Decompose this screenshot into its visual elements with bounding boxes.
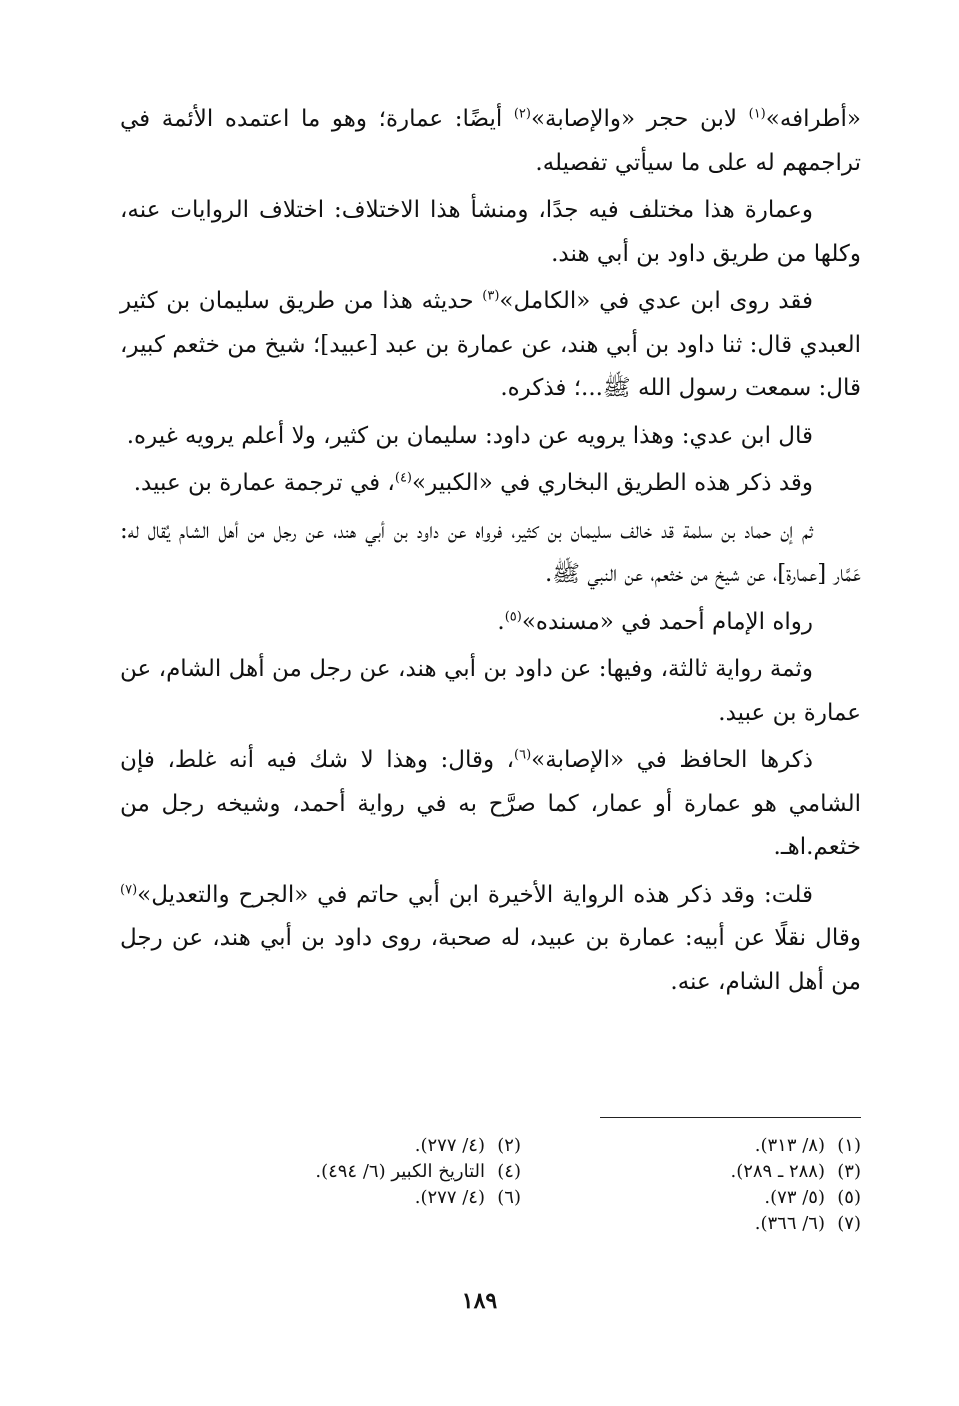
footnote-reference: (٦) bbox=[514, 747, 532, 763]
text-segment: ذكرها الحافظ في «الإصابة» bbox=[531, 747, 813, 773]
footnote-number: (٢) bbox=[497, 1135, 521, 1156]
footnote-text: (٤/ ٢٧٧). bbox=[414, 1135, 485, 1156]
footnote-text: (٢٨٨ ـ ٢٨٩). bbox=[730, 1161, 825, 1182]
text-segment: وثمة رواية ثالثة، وفيها: عن داود بن أبي هند، عن رجل من أهل الشام، عن عمارة بن عبيد. bbox=[120, 656, 861, 726]
text-segment: ثم إن حماد بن سلمة قد خالف سليمان بن كثير، فرواه عن داود بن أبي هند، عن رجل من أهل الشام يُقال له: عَمَّار [عمارة]، عن شيخ من خثعم، عن النبي ﷺ. bbox=[120, 517, 861, 587]
paragraph bbox=[120, 98, 861, 185]
footnote-number: (٣) bbox=[837, 1161, 861, 1182]
paragraph bbox=[120, 739, 861, 870]
footnote-reference: (٥) bbox=[504, 608, 522, 624]
paragraph bbox=[120, 189, 861, 276]
footnote-number: (١) bbox=[837, 1135, 861, 1156]
footnote-row bbox=[180, 1211, 861, 1237]
paragraph bbox=[120, 510, 861, 597]
footnote-reference: (٢) bbox=[513, 106, 531, 122]
paragraph bbox=[120, 648, 861, 735]
footnote-text: التاريخ الكبير (٦/ ٤٩٤). bbox=[315, 1161, 485, 1182]
footnote-number: (٦) bbox=[497, 1187, 521, 1208]
footnote-number: (٧) bbox=[837, 1213, 861, 1234]
page-number: ١٨٩ bbox=[461, 1288, 498, 1314]
footnote bbox=[181, 1159, 521, 1185]
text-segment: . bbox=[497, 608, 505, 635]
footnote-row bbox=[180, 1159, 861, 1185]
text-segment: فقد روى ابن عدي في «الكامل» bbox=[499, 288, 814, 314]
footnote-text: (٨/ ٣١٣). bbox=[754, 1135, 825, 1156]
footnote-number: (٥) bbox=[837, 1187, 861, 1208]
footnote-text: (٤/ ٢٧٧). bbox=[414, 1187, 485, 1208]
text-segment: قلت: وقد ذكر هذه الرواية الأخيرة ابن أبي حاتم في «الجرح والتعديل» bbox=[137, 881, 813, 908]
text-segment: أيضًا: عمارة؛ وهو ما اعتمده الأئمة في تراجمهم له على ما سيأتي تفصيله. bbox=[120, 106, 861, 176]
footnote-number: (٤) bbox=[497, 1161, 521, 1182]
footnote-reference: (٤) bbox=[394, 470, 412, 486]
footnote-row bbox=[180, 1185, 861, 1211]
footnote-text: (٦/ ٣٦٦). bbox=[754, 1213, 825, 1234]
footnote-reference: (٧) bbox=[120, 881, 138, 897]
footnote bbox=[181, 1133, 521, 1159]
paragraph bbox=[120, 601, 861, 645]
text-segment: وقد ذكر هذه الطريق البخاري في «الكبير» bbox=[412, 470, 813, 496]
footnote bbox=[181, 1185, 521, 1211]
footnote-row bbox=[180, 1133, 861, 1159]
paragraph bbox=[120, 415, 861, 459]
text-segment: وعمارة هذا مختلف فيه جدًا، ومنشأ هذا الاختلاف: اختلاف الروايات عنه، وكلها من طريق داود بن أبي هند. bbox=[120, 197, 861, 267]
footnote-separator bbox=[600, 1117, 861, 1118]
paragraph bbox=[120, 874, 861, 1005]
footnote-reference: (١) bbox=[748, 106, 766, 122]
footnote-text: (٥/ ٧٣). bbox=[764, 1187, 825, 1208]
text-segment: قال ابن عدي: وهذا يرويه عن داود: سليمان بن كثير، ولا أعلم يرويه غيره. bbox=[126, 422, 813, 449]
footnote bbox=[521, 1211, 861, 1237]
text-segment: رواه الإمام أحمد في «مسنده» bbox=[521, 608, 813, 635]
paragraph bbox=[120, 462, 861, 506]
footnote bbox=[521, 1133, 861, 1159]
footnote-reference: (٣) bbox=[482, 288, 500, 304]
footnote bbox=[521, 1185, 861, 1211]
paragraph bbox=[120, 280, 861, 411]
text-segment: ، في ترجمة عمارة بن عبيد. bbox=[133, 470, 395, 496]
main-text bbox=[120, 98, 861, 1004]
text-segment: حديثه هذا من طريق سليمان بن كثير العبدي قال: ثنا داود بن أبي هند، عن عمارة بن عبد [عبيد]؛ شيخ من خثعم كبير، قال: سمعت رسول الله ﷺ...؛ فذكره. bbox=[120, 288, 861, 401]
footnote bbox=[521, 1159, 861, 1185]
text-segment: وقال نقلًا عن أبيه: عمارة بن عبيد، له صحبة، روى داود بن أبي هند، عن رجل من أهل الشام، عنه. bbox=[120, 925, 861, 995]
footnotes bbox=[180, 1133, 861, 1237]
text-segment: لابن حجر «والإصابة» bbox=[530, 106, 749, 132]
text-segment: ، وقال: وهذا لا شك فيه أنه غلط، فإن الشامي هو عمارة أو عمار، كما صرَّح به في رواية أحمد، وشيخه رجل من خثعم.اهـ. bbox=[120, 747, 861, 860]
text-segment: «أطرافه» bbox=[765, 106, 861, 132]
